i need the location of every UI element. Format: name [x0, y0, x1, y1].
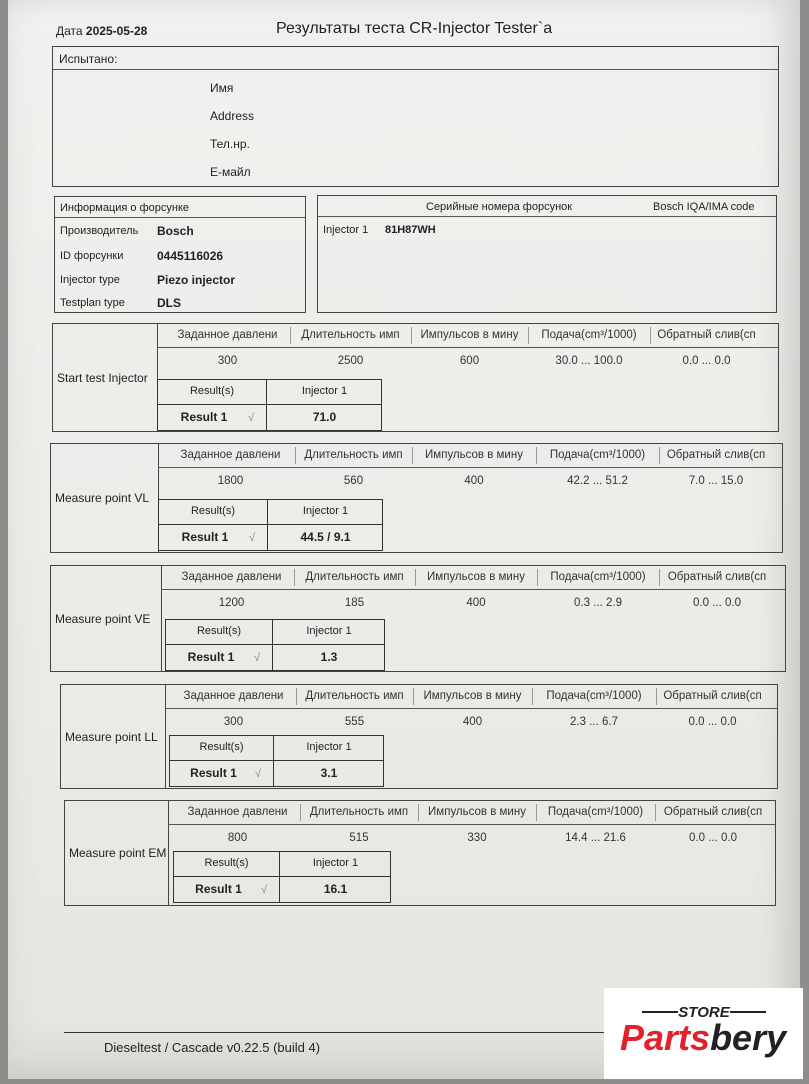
test-header-separator: [290, 327, 291, 344]
test-value-cell: 0.0 ... 0.0: [693, 597, 741, 609]
test-value-cell: 0.0 ... 0.0: [688, 716, 737, 728]
test-block-divider: [168, 801, 169, 905]
result-table-row-divider: [166, 644, 384, 645]
test-header-cell: Длительность имп: [305, 690, 404, 702]
info-value-type: Piezo injector: [157, 273, 236, 287]
test-value-cell: 0.0 ... 0.0: [689, 832, 737, 844]
result-col-injector: Injector 1: [312, 857, 359, 869]
footer-divider: [64, 1032, 640, 1033]
test-name: Measure point VE: [55, 612, 151, 626]
test-value-cell: 0.3 ... 2.9: [574, 597, 622, 609]
test-header-cell: Длительность имп: [304, 449, 403, 461]
test-header-cell: Обратный слив(сп: [657, 329, 756, 341]
logo-brand-text: [620, 1017, 788, 1058]
logo-brand-red: Parts: [620, 1017, 711, 1058]
info-label-type: Injector type: [60, 274, 120, 286]
test-header-underline: [161, 589, 785, 590]
date-value: 2025-05-28: [85, 24, 148, 38]
test-value-cell: 300: [217, 355, 238, 367]
result-label: Result 1: [181, 530, 229, 544]
result-col-injector: Injector 1: [301, 385, 348, 397]
tested-field-address: Address: [210, 109, 255, 123]
test-value-cell: 555: [344, 716, 365, 728]
result-col-injector: Injector 1: [306, 625, 352, 637]
test-header-cell: Длительность имп: [305, 571, 404, 583]
info-value-testplan: DLS: [157, 296, 181, 310]
test-header-separator: [411, 327, 412, 344]
report-title: Результаты теста CR-Injector Tester`a: [276, 20, 553, 37]
test-header-cell: Импульсов в мину: [425, 449, 523, 461]
test-header-separator: [294, 569, 295, 586]
checkmark-icon: √: [249, 532, 256, 544]
result-table-col-divider: [273, 736, 274, 786]
test-value-cell: 7.0 ... 15.0: [688, 475, 744, 487]
logo-brand-dark: bery: [710, 1017, 787, 1058]
test-header-separator: [655, 804, 656, 821]
result-col-injector: Injector 1: [302, 505, 349, 517]
test-header-separator: [659, 447, 660, 464]
test-header-cell: Заданное давлени: [187, 806, 288, 818]
test-header-separator: [650, 327, 651, 344]
test-header-separator: [295, 447, 296, 464]
test-header-cell: Обратный слив(сп: [666, 449, 766, 461]
test-header-separator: [656, 688, 657, 705]
test-header-underline: [158, 467, 782, 468]
test-name: Start test Injector: [57, 371, 148, 385]
result-table-row-divider: [170, 760, 383, 761]
test-header-cell: Длительность имп: [301, 329, 400, 341]
test-header-cell: Подача(cm³/1000): [550, 571, 646, 583]
test-value-cell: 1800: [217, 475, 244, 487]
result-table: [158, 499, 383, 551]
serials-code-title: Bosch IQA/IMA code: [653, 201, 755, 213]
tested-label: Испытано:: [59, 52, 118, 66]
test-value-cell: 515: [349, 832, 369, 844]
test-block-divider: [165, 685, 166, 788]
result-col-header: Result(s): [196, 625, 242, 637]
test-header-cell: Подача(cm³/1000): [549, 449, 646, 461]
test-header-separator: [537, 569, 538, 586]
date-label: Дата: [56, 24, 83, 38]
test-name: Measure point VL: [55, 491, 150, 505]
result-col-injector: Injector 1: [306, 741, 352, 753]
test-header-separator: [536, 804, 537, 821]
test-header-cell: Заданное давлени: [180, 449, 281, 461]
tested-field-name: Имя: [210, 81, 234, 95]
test-header-cell: Импульсов в мину: [423, 690, 522, 702]
test-value-cell: 300: [223, 716, 244, 728]
test-header-cell: Импульсов в мину: [428, 806, 526, 818]
test-value-cell: 1200: [218, 597, 245, 609]
test-header-cell: Импульсов в мину: [427, 571, 525, 583]
result-col-header: Result(s): [189, 385, 235, 397]
result-table-col-divider: [279, 852, 280, 902]
info-label-manufacturer: Производитель: [60, 225, 139, 237]
store-logo-graphic: [604, 988, 803, 1079]
test-header-cell: Импульсов в мину: [420, 329, 519, 341]
result-table: [157, 379, 382, 431]
test-header-separator: [296, 688, 297, 705]
result-value: 16.1: [323, 882, 348, 896]
result-col-header: Result(s): [199, 741, 244, 753]
test-value-cell: 185: [344, 597, 365, 609]
test-header-cell: Заданное давлени: [177, 329, 278, 341]
result-table: [165, 619, 385, 671]
info-label-id: ID форсунки: [60, 250, 124, 262]
test-name: Measure point EM: [69, 846, 167, 860]
result-label: Result 1: [187, 650, 235, 664]
test-value-cell: 800: [227, 832, 248, 844]
info-value-manufacturer: Bosch: [157, 224, 194, 238]
test-value-cell: 30.0 ... 100.0: [555, 355, 623, 367]
test-header-cell: Подача(cm³/1000): [541, 329, 637, 341]
test-value-cell: 0.0 ... 0.0: [682, 355, 731, 367]
report-page: [8, 0, 800, 1079]
tested-field-phone: Тел.нр.: [210, 137, 250, 151]
test-header-underline: [165, 708, 777, 709]
test-header-separator: [412, 447, 413, 464]
test-block: [64, 800, 776, 906]
test-header-cell: Заданное давлени: [183, 690, 284, 702]
test-header-separator: [659, 569, 660, 586]
serials-title: Серийные номера форсунок: [426, 201, 573, 213]
test-value-cell: 600: [459, 355, 480, 367]
test-header-underline: [157, 347, 778, 348]
test-header-underline: [168, 824, 775, 825]
test-header-separator: [536, 447, 537, 464]
test-value-cell: 400: [462, 716, 483, 728]
result-table-row-divider: [159, 524, 382, 525]
result-value: 44.5 / 9.1: [300, 530, 351, 544]
test-value-cell: 560: [343, 475, 364, 487]
test-block: [52, 323, 779, 432]
result-label: Result 1: [195, 882, 242, 896]
result-col-header: Result(s): [204, 857, 249, 869]
test-value-cell: 400: [466, 597, 486, 609]
result-value: 71.0: [312, 410, 337, 424]
test-block: [60, 684, 778, 789]
tested-field-email: Е-майл: [210, 165, 251, 179]
checkmark-icon: √: [254, 652, 261, 664]
footer-version: Dieseltest / Cascade v0.22.5 (build 4): [104, 1040, 321, 1055]
injector-info-title: Информация о форсунке: [60, 202, 189, 214]
test-value-cell: 2500: [337, 355, 364, 367]
test-header-cell: Заданное давлени: [181, 571, 282, 583]
test-header-separator: [532, 688, 533, 705]
test-header-cell: Обратный слив(сп: [663, 690, 762, 702]
test-header-separator: [300, 804, 301, 821]
test-block-divider: [161, 566, 162, 671]
result-label: Result 1: [190, 766, 237, 780]
test-value-cell: 42.2 ... 51.2: [567, 475, 628, 487]
test-header-cell: Обратный слив(сп: [667, 571, 767, 583]
result-table-row-divider: [158, 404, 381, 405]
serial-injector-value: 81H87WH: [385, 224, 436, 236]
test-header-separator: [418, 804, 419, 821]
checkmark-icon: √: [261, 884, 268, 896]
injector-info-box: [54, 196, 306, 313]
info-label-testplan: Testplan type: [60, 297, 125, 309]
test-header-separator: [415, 569, 416, 586]
logo-store-text: STORE: [678, 1004, 730, 1021]
result-table-row-divider: [174, 876, 390, 877]
test-header-separator: [413, 688, 414, 705]
result-table-col-divider: [272, 620, 273, 670]
info-value-id: 0445116026: [157, 249, 224, 263]
result-value: 3.1: [320, 766, 338, 780]
result-table-col-divider: [267, 500, 268, 550]
test-name: Measure point LL: [65, 730, 158, 744]
serials-box: [317, 195, 777, 313]
test-value-cell: 400: [464, 475, 484, 487]
test-block: [50, 443, 783, 553]
report-date: [56, 24, 147, 38]
checkmark-icon: √: [255, 768, 262, 780]
result-col-header: Result(s): [190, 505, 236, 517]
result-table: [169, 735, 384, 787]
result-table-col-divider: [266, 380, 267, 430]
result-label: Result 1: [180, 410, 228, 424]
store-logo: [604, 988, 803, 1079]
test-header-cell: Подача(cm³/1000): [546, 690, 642, 702]
checkmark-icon: √: [248, 412, 255, 424]
test-header-cell: Обратный слив(сп: [663, 806, 763, 818]
test-value-cell: 14.4 ... 21.6: [565, 832, 626, 844]
test-header-separator: [528, 327, 529, 344]
result-table: [173, 851, 391, 903]
test-block: [50, 565, 786, 672]
test-header-cell: Подача(cm³/1000): [547, 806, 644, 818]
result-value: 1.3: [320, 650, 338, 664]
test-value-cell: 2.3 ... 6.7: [570, 716, 618, 728]
test-header-cell: Длительность имп: [309, 806, 409, 818]
test-value-cell: 330: [467, 832, 487, 844]
tested-section: [52, 46, 779, 187]
serial-injector-label: Injector 1: [323, 224, 369, 236]
